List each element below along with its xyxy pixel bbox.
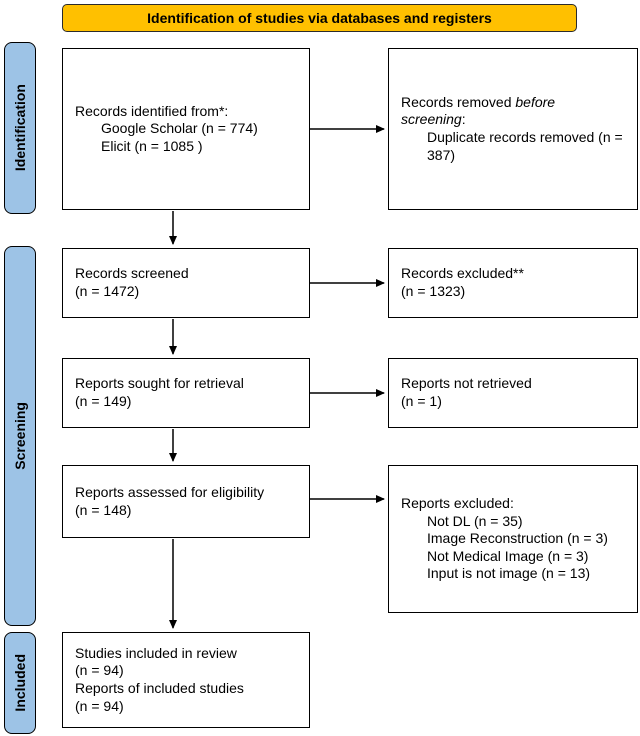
records-screened-line: Records screened	[75, 265, 189, 282]
studies-included-reports-line: Reports of included studies	[75, 680, 244, 696]
records-excluded-line: Records excluded**	[401, 265, 524, 282]
studies-included-count: (n = 94)	[75, 662, 124, 679]
reports-assessed-count: (n = 148)	[75, 501, 132, 518]
reports-not-retrieved-line: Reports not retrieved	[401, 375, 532, 392]
box-reports-sought	[62, 358, 310, 428]
reports-excluded-item: Input is not image (n = 13)	[427, 565, 591, 582]
records-identified-item: Elicit (n = 1085 )	[101, 137, 203, 154]
records-identified-title: Records identified from*:	[75, 102, 229, 119]
stage-label-identification-text: Identification	[12, 84, 28, 172]
records-excluded-count: (n = 1323)	[401, 283, 466, 299]
box-records-screened	[62, 248, 310, 318]
studies-included-reports-count: (n = 94)	[75, 697, 124, 714]
reports-sought-count: (n = 149)	[75, 393, 132, 409]
records-removed-italic1: before	[515, 93, 556, 110]
box-reports-assessed	[62, 465, 310, 538]
reports-not-retrieved-count: (n = 1)	[401, 393, 442, 409]
stage-label-screening	[4, 246, 36, 626]
stage-label-screening-text: Screening	[12, 402, 28, 470]
records-removed-title-line1	[401, 94, 629, 112]
reports-sought-line: Reports sought for retrieval	[75, 375, 244, 392]
studies-included-line: Studies included in review	[75, 644, 237, 661]
box-records-excluded	[388, 248, 638, 318]
box-records-removed	[388, 48, 638, 210]
banner-title: Identification of studies via databases and registers	[62, 4, 577, 32]
stage-label-included	[4, 632, 36, 734]
records-identified-item: Google Scholar (n = 774)	[101, 120, 258, 137]
records-removed-pre: Records removed	[401, 93, 516, 110]
records-removed-italic2: screening	[401, 111, 462, 128]
records-removed-title-line2	[401, 111, 629, 129]
records-removed-item: Duplicate records removed (n = 387)	[427, 129, 623, 163]
box-studies-included	[62, 632, 310, 728]
box-reports-excluded	[388, 465, 638, 613]
reports-excluded-item: Not Medical Image (n = 3)	[427, 547, 589, 564]
reports-excluded-title: Reports excluded:	[401, 494, 514, 511]
stage-label-included-text: Included	[12, 654, 28, 712]
records-removed-post: :	[461, 111, 466, 128]
reports-excluded-item: Image Reconstruction (n = 3)	[427, 530, 608, 547]
stage-label-identification	[4, 42, 36, 214]
box-reports-not-retrieved	[388, 358, 638, 428]
box-records-identified	[62, 48, 310, 210]
reports-assessed-line: Reports assessed for eligibility	[75, 483, 265, 500]
records-screened-count: (n = 1472)	[75, 283, 140, 299]
reports-excluded-item: Not DL (n = 35)	[427, 512, 523, 529]
